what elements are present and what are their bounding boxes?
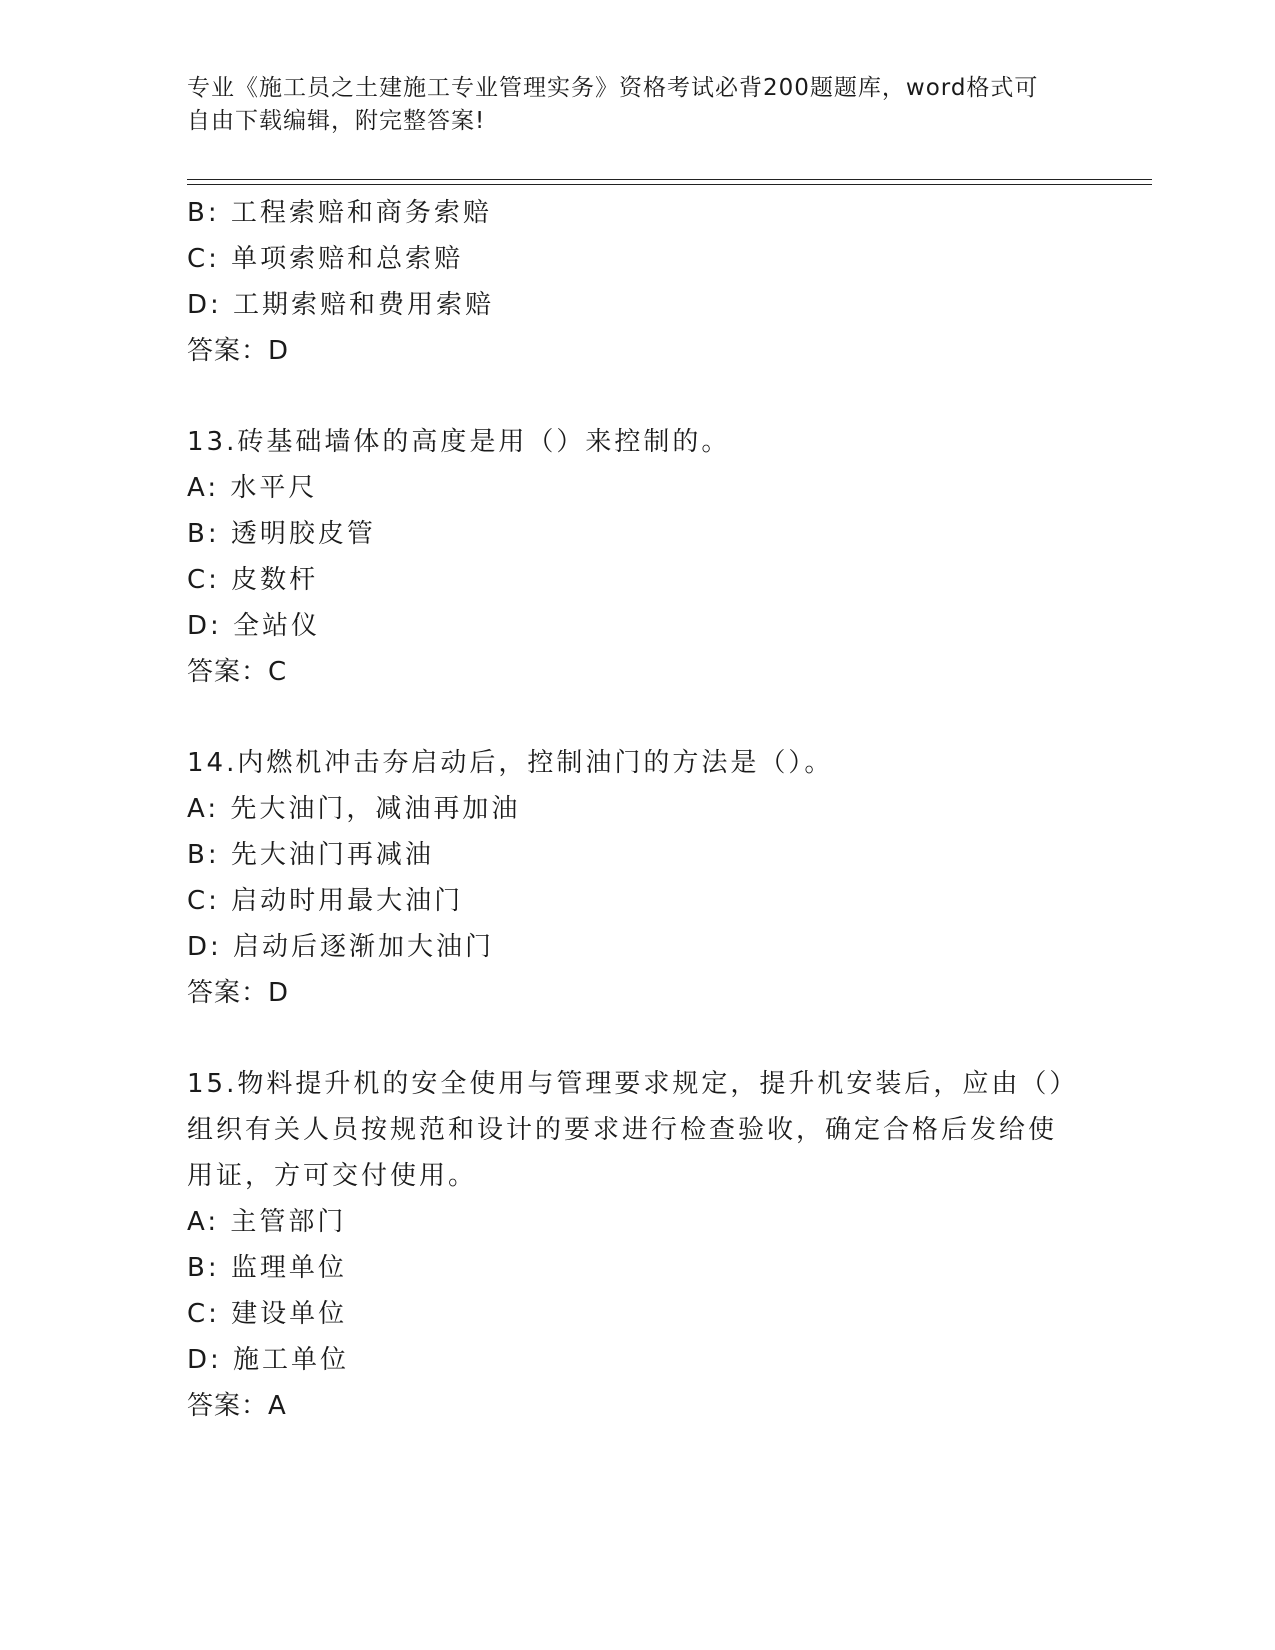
option-c: C: 启动时用最大油门 [187, 886, 464, 916]
option-d: D: 工期索赔和费用索赔 [187, 290, 495, 320]
option-a: A: 先大油门，减油再加油 [187, 794, 521, 824]
option-b: B: 透明胶皮管 [187, 519, 376, 549]
header-line-2: 自由下载编辑，附完整答案! [187, 108, 486, 134]
answer-line: 答案：D [187, 336, 290, 366]
answer-line: 答案：C [187, 657, 288, 687]
question-stem-line-3: 用证，方可交付使用。 [187, 1161, 478, 1191]
question-block-15 [187, 1061, 1079, 1429]
option-c: C: 建设单位 [187, 1299, 348, 1329]
option-b: B: 先大油门再减油 [187, 840, 434, 870]
question-stem-line-2: 组织有关人员按规范和设计的要求进行检查验收，确定合格后发给使 [187, 1115, 1058, 1145]
document-header [187, 72, 1067, 138]
answer-line: 答案：D [187, 978, 290, 1008]
option-c: C: 单项索赔和总索赔 [187, 244, 464, 274]
spacer [187, 1016, 1067, 1061]
answer-line: 答案：A [187, 1391, 287, 1421]
question-block-12 [187, 190, 1067, 374]
question-block-13 [187, 419, 1067, 695]
option-b: B: 监理单位 [187, 1253, 347, 1283]
option-c: C: 皮数杆 [187, 565, 319, 595]
question-stem: 13.砖基础墙体的高度是用（）来控制的。 [187, 427, 731, 457]
header-line-1: 专业《施工员之土建施工专业管理实务》资格考试必背200题题库，word格式可 [187, 75, 1039, 101]
option-d: D: 全站仪 [187, 611, 321, 641]
question-block-14 [187, 740, 1067, 1016]
option-d: D: 启动后逐渐加大油门 [187, 932, 495, 962]
header-divider-bottom [187, 184, 1152, 185]
header-divider-top [187, 179, 1152, 180]
option-d: D: 施工单位 [187, 1345, 350, 1375]
question-list [187, 190, 1079, 1429]
spacer [187, 695, 1067, 740]
option-b: B: 工程索赔和商务索赔 [187, 198, 492, 228]
option-a: A: 水平尺 [187, 473, 318, 503]
question-stem-line-1: 15.物料提升机的安全使用与管理要求规定，提升机安装后，应由（） [187, 1069, 1079, 1099]
option-a: A: 主管部门 [187, 1207, 347, 1237]
spacer [187, 374, 1067, 419]
question-stem: 14.内燃机冲击夯启动后，控制油门的方法是（）。 [187, 748, 834, 778]
